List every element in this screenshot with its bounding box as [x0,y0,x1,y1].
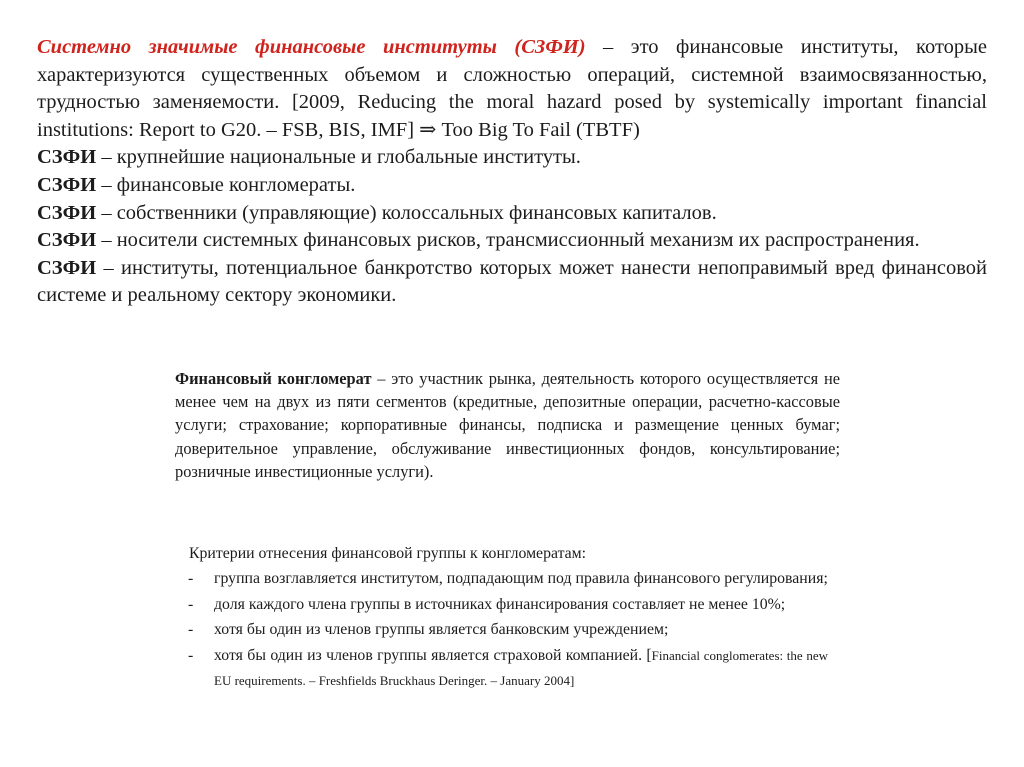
szfi-term: СЗФИ [37,229,97,252]
szfi-item [37,227,987,255]
dash-bullet: - [188,621,194,639]
conglomerate-term: Финансовый конгломерат [175,369,372,388]
szfi-text: – крупнейшие национальные и глобальные институты. [96,146,581,169]
dash-bullet: - [188,646,194,664]
definition-term: Системно значимые финансовые институты (СЗФИ) [37,36,586,58]
szfi-item [37,144,987,172]
szfi-text: – финансовые конгломераты. [96,173,356,196]
criteria-text: хотя бы один из членов группы является банковским учреждением; [214,621,669,639]
criteria-title: Критерии отнесения финансовой группы к конгломератам: [189,545,587,562]
szfi-term: СЗФИ [37,146,97,169]
szfi-item [37,200,987,228]
list-item [188,592,828,617]
szfi-text: – собственники (управляющие) колоссальных финансовых капиталов. [96,201,717,224]
szfi-text: – институты, потенциальное банкротство которых может нанести непоправимый вред финансовой системе и реальному сектору экономики. [37,256,987,307]
szfi-text: – носители системных финансовых рисков, трансмиссионный механизм их распространения. [96,229,920,252]
list-item [188,566,828,591]
szfi-term: СЗФИ [37,256,97,279]
dash-bullet: - [188,570,194,588]
conglomerate-definition [175,367,840,483]
source-citation: Financial conglomerates: the new EU requirements. – Freshfields Bruckhaus Deringer. – January 2004] [214,647,828,689]
criteria-list [188,566,828,693]
list-item [188,643,828,694]
szfi-term: СЗФИ [37,173,97,196]
dash-bullet: - [188,595,194,613]
szfi-item [37,172,987,200]
definition-text: – это финансовые институты, которые характеризуются существенных объемом и сложностью операций, системной взаимосвязанностью, трудностью заменяемости. [2009, Reducing the moral hazard posed by systemically important financial institutions: Report to G20. – FSB, BIS, IMF] ⇒ Too Big To Fail (TBTF) [37,36,988,141]
criteria-text: хотя бы один из членов группы является страховой компанией. [ [214,646,652,664]
definition-paragraph [37,34,987,144]
criteria-text: доля каждого члена группы в источниках финансирования составляет не менее 10%; [214,595,786,613]
criteria-section [188,541,828,693]
main-definitions [37,34,987,310]
szfi-term: СЗФИ [37,201,97,224]
szfi-item [37,255,987,310]
list-item [188,617,828,642]
conglomerate-text: – это участник рынка, деятельность которого осуществляется не менее чем на двух из пяти сегментов (кредитные, депозитные операции, расчетно-кассовые услуги; страхование; корпоративные финансы, подписка и размещение ценных бумаг; доверительное управление, обслуживание инвестиционных фондов, консультирование; розничные инвестиционные услуги). [175,369,841,481]
criteria-text: группа возглавляется институтом, подпадающим под правила финансового регулирования; [214,570,828,588]
